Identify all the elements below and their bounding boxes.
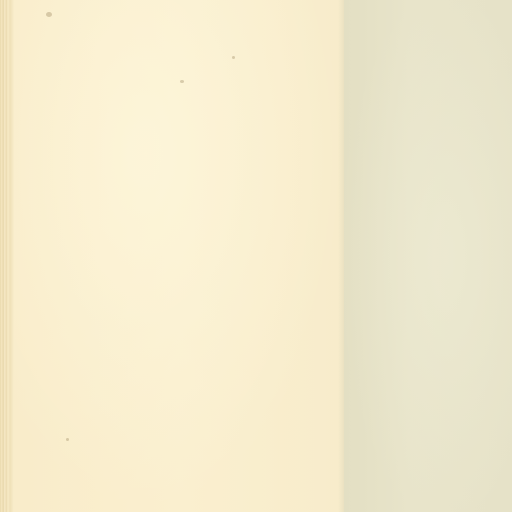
paper-speck — [180, 80, 184, 83]
tissue-guard-sheet — [344, 0, 512, 512]
blank-paper-page — [14, 0, 344, 512]
page-edges — [0, 0, 14, 512]
paper-speck — [232, 56, 235, 59]
paper-speck — [46, 12, 52, 17]
paper-speck — [66, 438, 69, 441]
